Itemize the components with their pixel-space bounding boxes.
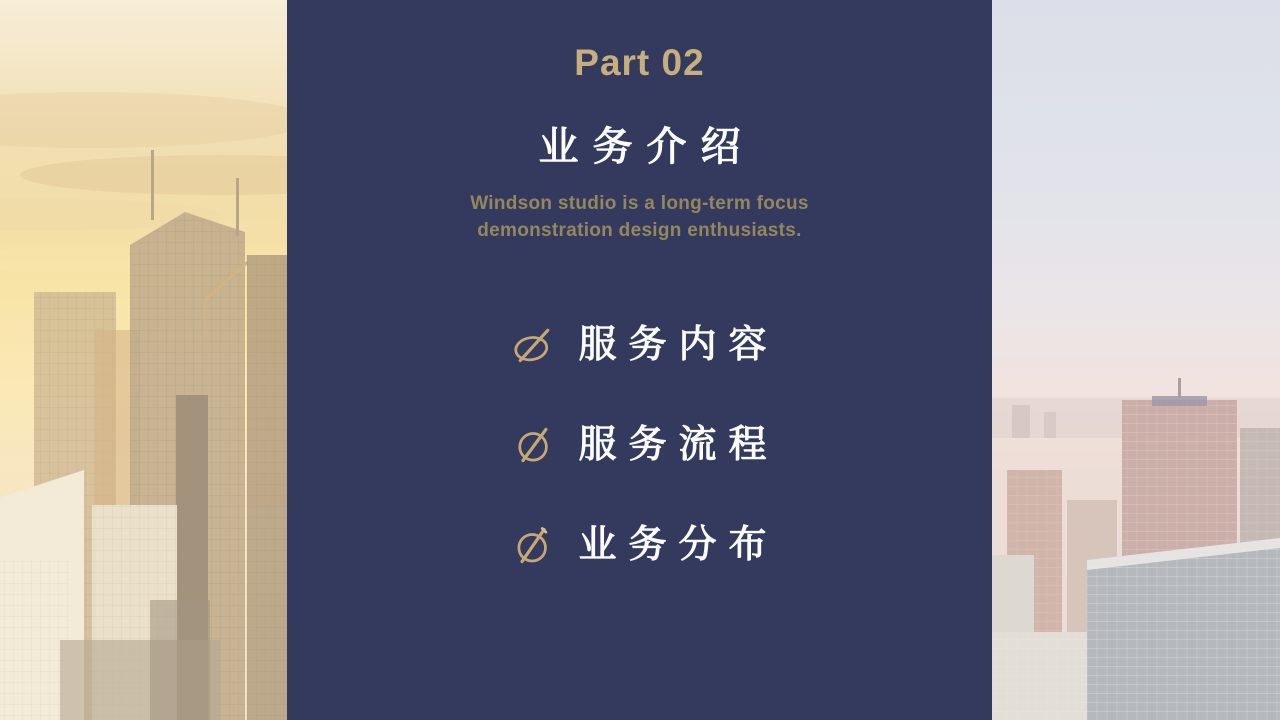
section-menu [512,320,779,570]
menu-item-business-distribution[interactable] [512,520,779,570]
subtitle-line: Windson studio is a long-term focus [470,193,809,214]
menu-item-label: 服务内容 [578,324,779,367]
background-photo-right [992,0,1280,720]
slashed-circle-icon [512,423,556,467]
menu-item-service-process[interactable] [512,420,779,470]
menu-item-service-content[interactable] [512,320,779,370]
section-cover-panel [287,0,992,720]
slashed-circle-icon [512,523,556,567]
subtitle-line: demonstration design enthusiasts. [477,219,802,241]
section-title [538,125,755,169]
section-subtitle [470,191,809,244]
background-photo-left [0,0,287,720]
menu-item-label: 服务流程 [578,424,779,467]
menu-item-label: 业务分布 [578,524,779,567]
section-title-text: 业务介绍 [538,125,755,169]
part-number: Part 02 [574,42,705,83]
slashed-circle-icon [512,323,556,367]
city-skyline-right [992,0,1280,720]
city-skyline-left [0,0,287,720]
